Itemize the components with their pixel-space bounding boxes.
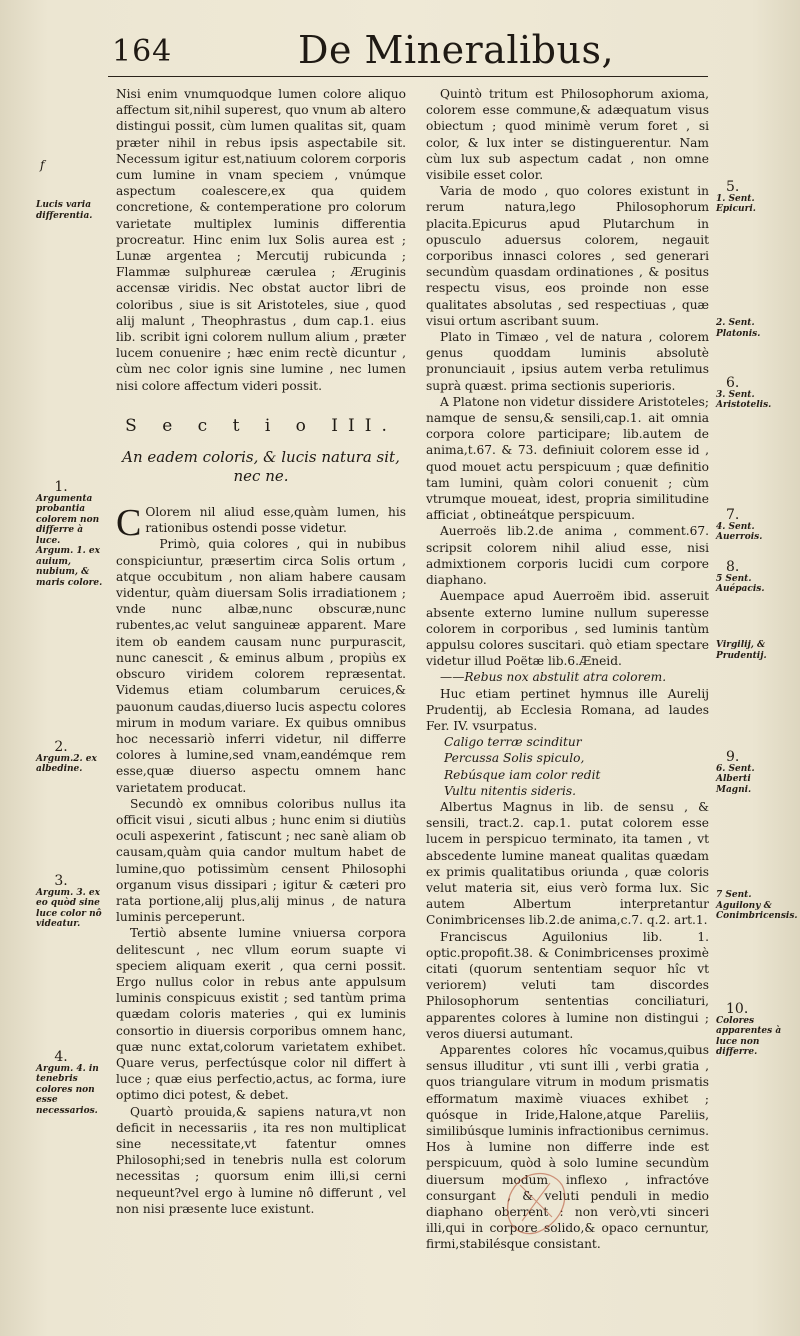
- margin-note-number: 2.: [54, 739, 68, 755]
- margin-note-text: Argum. 3. ex eo quòd sine luce color nô videatur.: [36, 887, 102, 929]
- margin-note-text: Argum. 1. ex auium, nubium, & maris colore.: [36, 546, 103, 588]
- verse-line: Percussa Solis spiculo,: [444, 751, 585, 766]
- margin-note-number: 3.: [54, 873, 68, 889]
- margin-note-number: 4.: [54, 1049, 68, 1065]
- poetic-quote: ——Rebus nox abstulit atra colorem.: [440, 670, 667, 685]
- paragraph: Plato in Timæo , vel de natura , colorem genus quoddam luminis absolutè pronunciauit , ipsius autem verba retulimus suprà quæst. prima sectionis superioris.: [426, 330, 709, 393]
- paragraph: Quintò tritum est Philosophorum axioma, colorem esse commune,& adæquatum visus obiectum ; quod minimè verum foret , si color, & lux inter se distinguerentur. Nam cùm lux sub aspectum cadat , non omne visibile esset color.: [426, 87, 709, 183]
- library-stamp-mark: [490, 1155, 580, 1245]
- running-title: De Mineralibus,: [298, 28, 615, 72]
- margin-note-text: Argumenta probantia colorem non differre à luce.: [36, 493, 100, 546]
- paragraph: Huc etiam pertinet hymnus ille Aurelij Prudentij, ab Ecclesia Romana, ad laudes Fer. IV. vsurpatus.: [426, 686, 709, 733]
- margin-note-text: 3. Sent. Aristotelis.: [716, 389, 772, 410]
- margin-note-4: [36, 1049, 106, 1116]
- margin-note-9: [716, 749, 788, 795]
- margin-note-text: Lucis varia differentia.: [36, 200, 93, 221]
- paragraph: Nisi enim vnumquodque lumen colore aliquo affectum sit,nihil superest, quo vnum ab altero distingui possit, cùm lumen qualitas sit, quam præter nihil in rebus ipsis aspectabile sit. Necessum igitur est,natiuum colorem corporis cum lumine in vnam speciem , vnúmque aspectum coalescere,ex qua quidem concretione, & contemperatione pro colorum varietate multiplex luminis differentia procreatur. Hinc enim lux Solis aurea est ; Lunæ argentea ; Mercutij rubicunda ; Flammæ sulphureæ cærulea ; Æruginis accensæ viridis. Nec obstat auctor libri de coloribus , siue is sit Aristoteles, siue , quod alij malunt , Theophrastus , dum cap.1. eius lib. scribit igni colorem nullum alium , præter lucem conuenire ; hæc enim rectè dicuntur , cùm nec color ignis sine lumine , nec lumen nisi colore affectum videri possit.: [116, 87, 406, 393]
- paragraph: [116, 502, 406, 545]
- margin-note-number: 6.: [726, 375, 740, 391]
- paragraph: Franciscus Aguilonius lib. 1. optic.propofit.38. & Conimbricenses proximè citati (quorum sententiam sequor hîc vt veriorem) veluti tam discordes Philosophorum sententias conciliaturi, apparentes colores à lumine non distingui ; veros diuersi autumant.: [426, 929, 709, 1041]
- margin-note-text: 5 Sent. Auépacis.: [716, 573, 765, 594]
- margin-note-5: [716, 179, 788, 215]
- section-heading: S e c t i o III.: [125, 415, 397, 436]
- margin-note-text: 1. Sent. Epicuri.: [716, 193, 756, 214]
- paragraph: Auempace apud Auerroëm ibid. asseruit absente externo lumine nullum superesse colorem in corporibus , sed luminis tantùm appulsu colores suscitari. quò etiam spectare videtur illud Poëtæ lib.6.Æneid.: [426, 589, 709, 669]
- verse-line: Vultu nitentis sideris.: [444, 783, 577, 798]
- paragraph: Secundò ex omnibus coloribus nullus ita officit visui , sicuti albus ; hunc enim si diutiùs oculi aspexerint , fatiscunt ; nec sanè aliam ob causam,quàm quia candor multum habet de lumine,quo potissimùm censent Philosophi organum visus dissipari ; igitur & cæteri pro rata portione,alij plus,alij minus , de natura luminis perceperunt.: [116, 796, 406, 925]
- verse-line: Caligo terræ scinditur: [444, 735, 582, 750]
- margin-note-10: [716, 1001, 788, 1058]
- margin-note-2: [36, 739, 106, 775]
- margin-note-text: Argum. 4. in tenebris colores non esse necessarios.: [36, 1063, 99, 1116]
- page-number: 164: [112, 34, 173, 69]
- paragraph-text: Olorem nil aliud esse,quàm lumen, his rationibus ostendi posse videtur.: [145, 505, 406, 536]
- margin-note-aguilon: [716, 890, 798, 922]
- left-column: [116, 86, 406, 1217]
- paragraph: Quartò prouida,& sapiens natura,vt non deficit in necessariis , ita res non multiplicat sine necessitate,vt fatentur omnes Philosophi;sed in tenebris nulla est colorum necessitas ; quorsum enim illi,si cerni nequeunt?vel ergo à lumine nô differunt , vel non nisi præsente luce existunt.: [116, 1104, 406, 1216]
- hymn-verse: [426, 734, 709, 799]
- right-column: [426, 86, 709, 1253]
- paragraph: A Platone non videtur dissidere Aristoteles; namque de sensu,& sensili,cap.1. ait omnia corpora colore participare; lib.autem de anima,t.67. & 73. definiuit colorem esse id , quod mouet actu perspicuum ; quæ definitio tam lumini, quàm colori conuenit ; cùm vtrumque moueat, idest, propria similitudine afficiat , obtineátque perspicuum.: [426, 394, 709, 523]
- margin-note-text: 7 Sent. Aguilony & Conimbricensis.: [716, 890, 798, 921]
- paragraph: Primò, quia colores , qui in nubibus conspiciuntur, præsertim circa Solis ortum , atque occubitum , non aliam habere causam videntur, quàm diuersam Solis irradiationem ; vnde nunc albæ,nunc obscuræ,nunc rubentes,ac velut sanguineæ apparent. Mare item ob eandem causam nunc purpurascit, nunc canescit , & eminus album , propiùs ex obscuro viridem colorem repræsentat. Videmus etiam columbarum ceruices,& pauonum caudas,diuerso lucis aspectu colores mirum in modum variare. Ex quibus omnibus hoc necessariò inferri videtur, nil differre colores à lumine,sed vnam,eandémque rem esse,quæ diuerso aspectu omnem hanc varietatem producat.: [116, 537, 406, 795]
- page-header: [108, 28, 708, 77]
- margin-note-argum-1: [36, 546, 106, 588]
- margin-note-text: 6. Sent. Alberti Magni.: [716, 763, 755, 795]
- pen-mark: f: [40, 158, 45, 172]
- margin-note-text: Argum.2. ex albedine.: [36, 753, 97, 774]
- margin-note-number: 8.: [726, 559, 740, 575]
- paragraph: Varia de modo , quo colores existunt in rerum natura,lego Philosophorum placita.Epicurus apud Plutarchum in opusculo aduersus colorem, negauit corporibus innasci colores , sed generari secundùm quasdam ordinationes , & positus respectu visus, eos proinde non esse qualitates absolutas , sed respectiuas , quæ visui ortum ascribant suum.: [426, 184, 709, 328]
- margin-note-8: [716, 559, 788, 595]
- margin-note-text: Virgilij, & Prudentij.: [716, 640, 767, 661]
- margin-note-7: [716, 507, 788, 543]
- margin-note-lucis: [36, 200, 106, 221]
- margin-note-text: 2. Sent. Platonis.: [716, 318, 761, 339]
- margin-note-number: 5.: [726, 179, 740, 195]
- margin-note-number: 9.: [726, 749, 740, 765]
- margin-note-3: [36, 873, 106, 930]
- margin-note-number: 7.: [726, 507, 740, 523]
- paragraph: Auerroës lib.2.de anima , comment.67. scripsit colorem nihil aliud esse, nisi admixtionem corporis lucidi cum corpore diaphano.: [426, 524, 709, 588]
- margin-note-virgil: [716, 640, 788, 661]
- paragraph: Tertiò absente lumine vniuersa corpora delitescunt , nec vllum eorum suapte vi speciem aliquam exerit , qua cerni possit. Ergo nullus color in rebus ante appulsum luminis conspicuus existit ; sed tantùm prima quædam coloris materies , qui ex luminis consortio in diuersis corporibus omnem hanc, quæ nunc extat,colorum varietatem exhibet. Quare verus, perfectúsque color nil differt à luce ; quæ eius perfectio,actus, ac forma, iure optimo dici potest, & debet.: [116, 926, 406, 1103]
- paragraph: Apparentes colores hîc vocamus,quibus sensus illuditur , vti sunt illi , verbi gratia , quos triangulare vitrum in modum prismatis efformatum maximè viuaces exhibet ; quósque in Iride,Halone,atque Pareliis, similibúsque luminis infractionibus cernimus. Hos à lumine non differre inde est perspicuum, quòd à solo lumine secundùm diuersum modum inflexo , infractóve consurgant , & veluti penduli in medio diaphano oberrent : non verò,vti sinceri illi,qui in corpore solido,& opaco cernuntur, firmi,stabilésque consistant.: [426, 1042, 709, 1252]
- margin-note-6: [716, 375, 788, 411]
- verse-line: Rebúsque iam color redit: [444, 767, 601, 782]
- drop-cap: C: [116, 502, 142, 545]
- section-subtitle: An eadem coloris, & lucis natura sit, nec ne.: [122, 448, 400, 486]
- margin-note-text: 4. Sent. Auerrois.: [716, 521, 763, 542]
- margin-note-number: 1.: [54, 479, 68, 495]
- paragraph: Albertus Magnus in lib. de sensu , & sensili, tract.2. cap.1. putat colorem esse lucem in perspicuo terminato, ita tamen , vt abscedente lumine maneat qualitas quædam ex primis qualitatibus oriunda , quæ coloris velut materia sit, eius verò forma lux. Sic autem Albertum interpretantur Conimbricenses lib.2.de anima,c.7. q.2. art.1.: [426, 799, 709, 928]
- margin-note-text: Colores apparentes à luce non differre.: [716, 1015, 782, 1057]
- margin-note-1: [36, 479, 106, 546]
- margin-note-number: 10.: [726, 1001, 749, 1017]
- margin-note-platonis: [716, 318, 788, 339]
